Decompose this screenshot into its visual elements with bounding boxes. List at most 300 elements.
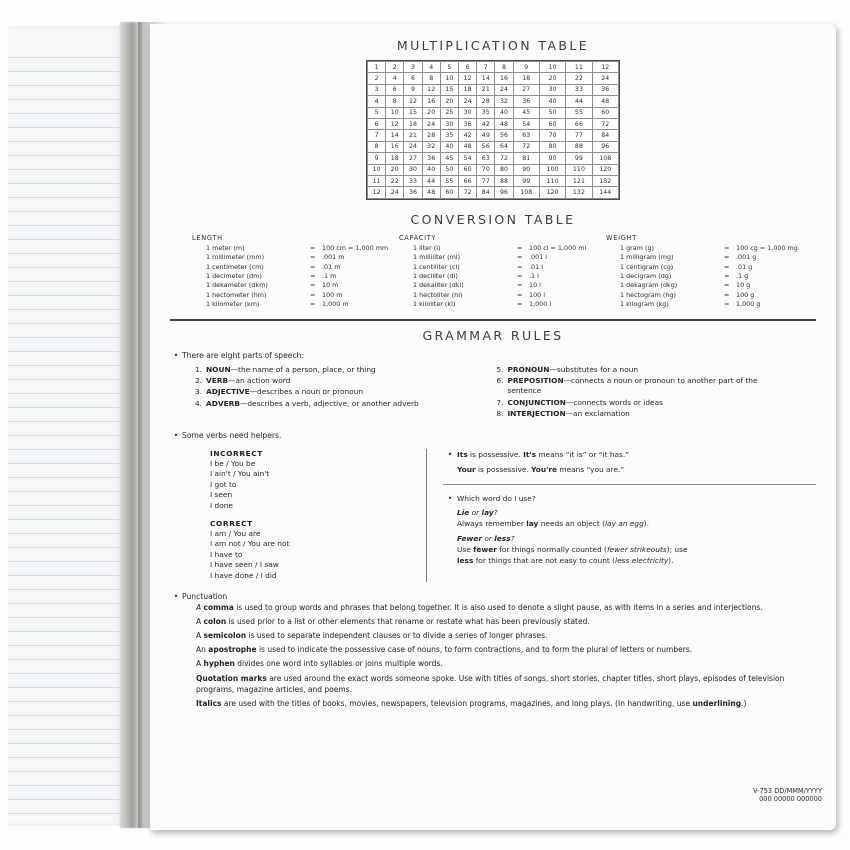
multiplication-cell: 27 — [404, 153, 422, 164]
conversion-value: .001 l — [529, 253, 548, 262]
conversion-row — [192, 244, 392, 253]
part-of-speech-item — [489, 376, 790, 397]
part-of-speech-item — [188, 387, 489, 397]
conversion-unit: 1 dekaliter (dkl) — [413, 281, 464, 290]
reference-page — [150, 24, 836, 830]
multiplication-cell: 8 — [368, 141, 386, 152]
multiplication-cell: 10 — [368, 164, 386, 175]
conversion-value: .01 l — [529, 262, 543, 271]
conversion-unit: 1 centimeter (cm) — [206, 262, 264, 271]
item-desc: —an exclamation — [565, 409, 630, 419]
multiplication-cell: 15 — [404, 107, 422, 118]
conversion-value: .001 m — [322, 253, 345, 262]
item-text — [507, 365, 790, 375]
multiplication-cell: 10 — [440, 73, 458, 84]
helper-line: I have done / I did — [210, 570, 277, 580]
multiplication-cell: 80 — [495, 164, 513, 175]
grammar-title: GRAMMAR RULES — [422, 327, 564, 343]
multiplication-cell: 48 — [422, 187, 440, 198]
multiplication-cell: 56 — [477, 141, 495, 152]
vertical-divider — [426, 449, 427, 582]
multiplication-cell: 40 — [539, 96, 565, 107]
conversion-value: 1,000 l — [529, 300, 552, 309]
multiplication-cell: 56 — [495, 130, 513, 141]
conversion-value: 1,000 m — [322, 300, 349, 309]
conversion-equals: = — [724, 262, 730, 271]
multiplication-cell: 48 — [495, 118, 513, 129]
multiplication-cell: 24 — [459, 96, 477, 107]
conversion-title: CONVERSION TABLE — [410, 211, 576, 227]
multiplication-cell: 121 — [566, 175, 592, 186]
conversion-equals: = — [310, 262, 316, 271]
conversion-unit: 1 hectoliter (hl) — [413, 290, 463, 299]
multiplication-cell: 63 — [513, 130, 539, 141]
punctuation-title: Punctuation — [182, 591, 228, 601]
multiplication-row — [368, 118, 619, 129]
multiplication-cell: 60 — [592, 107, 618, 118]
multiplication-cell: 24 — [592, 73, 618, 84]
item-text — [507, 409, 790, 419]
multiplication-cell: 30 — [440, 118, 458, 129]
conversion-value: .1 l — [529, 271, 539, 280]
conversion-equals: = — [517, 281, 523, 290]
which-word-text: Which word do I use? Lie or lay? Always remember lay needs an object (lay an egg). Fewer or less? Use fewer for things normally counted (fewer strikeouts); use less for things that are not easy to count (less electricity). — [457, 493, 816, 566]
multiplication-cell: 72 — [459, 187, 477, 198]
multiplication-cell: 30 — [459, 107, 477, 118]
multiplication-cell: 1 — [368, 62, 386, 73]
conversion-equals: = — [724, 290, 730, 299]
multiplication-cell: 3 — [404, 62, 422, 73]
multiplication-cell: 9 — [513, 62, 539, 73]
multiplication-cell: 50 — [440, 164, 458, 175]
conversion-row — [192, 263, 392, 272]
multiplication-row — [368, 107, 619, 118]
multiplication-cell: 16 — [386, 141, 404, 152]
conversion-unit: 1 millimeter (mm) — [206, 253, 265, 262]
page-footer — [753, 787, 822, 804]
conversion-row — [606, 272, 806, 281]
multiplication-row — [368, 96, 619, 107]
conversion-value: .1 m — [322, 271, 337, 280]
conversion-equals: = — [310, 300, 316, 309]
multiplication-cell: 9 — [368, 153, 386, 164]
multiplication-row — [368, 62, 619, 73]
multiplication-cell: 40 — [495, 107, 513, 118]
item-word: ADJECTIVE — [206, 387, 250, 397]
multiplication-cell: 36 — [459, 118, 477, 129]
conversion-equals: = — [724, 281, 730, 290]
conversion-unit: 1 hectometer (hm) — [206, 290, 267, 299]
punctuation-item: A hyphen divides one word into syllables or joins multiple words. — [196, 659, 443, 669]
conversion-unit: 1 meter (m) — [206, 243, 245, 252]
bullet-icon: • — [173, 591, 179, 601]
multiplication-cell: 12 — [459, 73, 477, 84]
multiplication-cell: 40 — [422, 164, 440, 175]
incorrect-list — [210, 459, 426, 512]
ruled-lines — [8, 44, 126, 816]
conversion-unit: 1 dekagram (dkg) — [620, 281, 678, 290]
multiplication-cell: 6 — [459, 62, 477, 73]
punctuation-item: A semicolon is used to separate independent clauses or to divide a series of longer phrases. — [196, 630, 548, 640]
conversion-value: .001 g — [736, 253, 757, 262]
multiplication-cell: 5 — [440, 62, 458, 73]
multiplication-cell: 22 — [566, 73, 592, 84]
conversion-row — [399, 263, 599, 272]
conversion-equals: = — [310, 290, 316, 299]
punctuation-item: A colon is used prior to a list or other elements that rename or restate what has been previously stated. — [196, 616, 590, 626]
footer-number: 000 00000 000000 — [759, 795, 822, 804]
multiplication-cell: 45 — [513, 107, 539, 118]
which-word-note — [443, 493, 816, 566]
helper-line: I am not / You are not — [210, 539, 290, 549]
conversion-row — [606, 244, 806, 253]
helper-line: I am / You are — [210, 528, 261, 538]
conversion-unit: 1 kiloliter (kl) — [413, 300, 456, 309]
bullet-icon: • — [447, 449, 453, 459]
conversion-row — [399, 272, 599, 281]
item-desc: —connects a noun or pronoun to another part of the sentence — [507, 375, 758, 396]
conversion-unit: 1 gram (g) — [620, 243, 654, 252]
multiplication-cell: 33 — [404, 175, 422, 186]
multiplication-cell: 11 — [566, 62, 592, 73]
multiplication-cell: 24 — [386, 187, 404, 198]
conversion-equals: = — [724, 253, 730, 262]
conversion-unit: 1 milligram (mg) — [620, 253, 674, 262]
conversion-unit: 1 centigram (cg) — [620, 262, 674, 271]
multiplication-cell: 8 — [422, 73, 440, 84]
multiplication-cell: 6 — [368, 118, 386, 129]
multiplication-cell: 120 — [592, 164, 618, 175]
multiplication-cell: 44 — [422, 175, 440, 186]
item-number: 4. — [194, 398, 202, 408]
multiplication-row — [368, 73, 619, 84]
item-number: 2. — [194, 375, 202, 385]
multiplication-row — [368, 175, 619, 186]
conversion-value: 10 m — [322, 281, 339, 290]
conversion-value: 100 cg = 1,000 mg — [736, 243, 798, 252]
item-word: INTERJECTION — [507, 409, 566, 419]
conversion-unit: 1 dekameter (dkm) — [206, 281, 268, 290]
multiplication-table — [367, 61, 619, 199]
multiplication-row — [368, 84, 619, 95]
conversion-equals: = — [724, 271, 730, 280]
multiplication-cell: 6 — [404, 73, 422, 84]
multiplication-cell: 42 — [459, 130, 477, 141]
multiplication-cell: 10 — [539, 62, 565, 73]
footer-code: V-753 DD/MMM/YYYY — [753, 786, 822, 795]
conversion-column-heading: CAPACITY — [399, 233, 437, 242]
item-text — [206, 387, 489, 397]
multiplication-cell: 2 — [368, 73, 386, 84]
conversion-row — [399, 253, 599, 262]
multiplication-cell: 96 — [495, 187, 513, 198]
item-word: PRONOUN — [507, 364, 550, 374]
multiplication-cell: 90 — [539, 153, 565, 164]
punctuation-item: An apostrophe is used to indicate the possessive case of nouns, to form contractions, and to form the plural of letters or numbers. — [196, 645, 693, 655]
multiplication-cell: 20 — [539, 73, 565, 84]
conversion-equals: = — [310, 243, 316, 252]
multiplication-cell: 35 — [477, 107, 495, 118]
conversion-value: 100 m — [322, 290, 343, 299]
conversion-column-heading: WEIGHT — [606, 233, 637, 242]
conversion-value: 100 l — [529, 290, 546, 299]
conversion-unit: 1 decigram (dg) — [620, 271, 672, 280]
conversion-row — [399, 291, 599, 300]
multiplication-cell: 28 — [422, 130, 440, 141]
multiplication-cell: 50 — [539, 107, 565, 118]
item-text — [507, 376, 790, 397]
multiplication-cell: 16 — [495, 73, 513, 84]
conversion-equals: = — [310, 253, 316, 262]
multiplication-cell: 63 — [477, 153, 495, 164]
conversion-column — [399, 234, 599, 310]
conversion-row — [606, 291, 806, 300]
multiplication-cell: 20 — [440, 96, 458, 107]
multiplication-cell: 110 — [566, 164, 592, 175]
helper-line: I seen — [210, 490, 233, 500]
multiplication-cell: 11 — [368, 175, 386, 186]
multiplication-cell: 64 — [495, 141, 513, 152]
conversion-row — [192, 291, 392, 300]
conversion-value: 100 g — [736, 290, 755, 299]
item-desc: —describes a noun or pronoun — [249, 387, 364, 397]
conversion-row — [606, 281, 806, 290]
item-word: ADVERB — [206, 398, 240, 408]
possessive-note — [443, 449, 816, 475]
multiplication-cell: 55 — [566, 107, 592, 118]
parts-of-speech-intro — [170, 350, 816, 361]
conversion-value: 10 g — [736, 281, 751, 290]
multiplication-cell: 14 — [477, 73, 495, 84]
multiplication-cell: 12 — [386, 118, 404, 129]
helpers-intro — [170, 430, 816, 441]
multiplication-cell: 18 — [459, 84, 477, 95]
multiplication-cell: 30 — [539, 84, 565, 95]
multiplication-cell: 88 — [495, 175, 513, 186]
multiplication-cell: 60 — [440, 187, 458, 198]
item-desc: —an action word — [228, 375, 291, 385]
multiplication-cell: 44 — [566, 96, 592, 107]
parts-of-speech-columns — [170, 365, 816, 421]
item-word: PREPOSITION — [507, 375, 564, 385]
conversion-equals: = — [517, 271, 523, 280]
multiplication-cell: 110 — [539, 175, 565, 186]
punctuation-section — [170, 591, 816, 710]
multiplication-cell: 3 — [368, 84, 386, 95]
item-number: 1. — [194, 364, 202, 374]
multiplication-cell: 25 — [440, 107, 458, 118]
item-text — [206, 376, 489, 386]
conversion-row — [399, 244, 599, 253]
multiplication-cell: 66 — [459, 175, 477, 186]
multiplication-cell: 66 — [566, 118, 592, 129]
multiplication-cell: 77 — [566, 130, 592, 141]
part-of-speech-item — [489, 409, 790, 419]
conversion-section — [170, 212, 816, 310]
part-of-speech-item — [188, 376, 489, 386]
multiplication-cell: 5 — [368, 107, 386, 118]
conversion-value: 10 l — [529, 281, 541, 290]
multiplication-cell: 45 — [440, 153, 458, 164]
bullet-icon: • — [173, 430, 179, 440]
multiplication-cell: 54 — [459, 153, 477, 164]
multiplication-cell: 24 — [495, 84, 513, 95]
usage-notes — [443, 449, 816, 582]
multiplication-cell: 18 — [386, 153, 404, 164]
multiplication-cell: 100 — [539, 164, 565, 175]
multiplication-cell: 4 — [386, 73, 404, 84]
part-of-speech-item — [489, 398, 790, 408]
multiplication-cell: 7 — [477, 62, 495, 73]
punctuation-item: A comma is used to group words and phrases that belong together. It is also used to denote a slight pause, as with items in a series and interjections. — [196, 602, 763, 612]
multiplication-cell: 90 — [513, 164, 539, 175]
multiplication-cell: 7 — [368, 130, 386, 141]
item-desc: —connects words or ideas — [565, 397, 663, 407]
item-number: 8. — [496, 409, 504, 419]
item-word: VERB — [206, 375, 229, 385]
multiplication-cell: 48 — [592, 96, 618, 107]
punctuation-item: Quotation marks are used around the exact words someone spoke. Use with titles of songs, short stories, chapter titles, short plays, episodes of television programs, magazine articles, and poems. — [196, 673, 785, 694]
conversion-row — [606, 300, 806, 309]
multiplication-cell: 4 — [368, 96, 386, 107]
item-word: NOUN — [206, 364, 231, 374]
conversion-row — [192, 300, 392, 309]
helpers-lists — [170, 449, 426, 582]
multiplication-cell: 99 — [566, 153, 592, 164]
multiplication-row — [368, 153, 619, 164]
multiplication-cell: 70 — [539, 130, 565, 141]
multiplication-cell: 18 — [404, 118, 422, 129]
item-number: 5. — [496, 364, 504, 374]
multiplication-cell: 84 — [592, 130, 618, 141]
conversion-row — [606, 253, 806, 262]
parts-intro-text: There are eight parts of speech: — [182, 350, 305, 360]
incorrect-heading: INCORRECT — [210, 448, 263, 458]
multiplication-cell: 60 — [539, 118, 565, 129]
multiplication-cell: 12 — [592, 62, 618, 73]
multiplication-cell: 108 — [592, 153, 618, 164]
item-word: CONJUNCTION — [507, 397, 566, 407]
multiplication-cell: 84 — [477, 187, 495, 198]
correct-heading: CORRECT — [210, 518, 253, 528]
multiplication-cell: 132 — [566, 187, 592, 198]
multiplication-cell: 24 — [422, 118, 440, 129]
multiplication-cell: 12 — [404, 96, 422, 107]
part-of-speech-item — [489, 365, 790, 375]
multiplication-cell: 32 — [495, 96, 513, 107]
conversion-unit: 1 centiliter (cl) — [413, 262, 460, 271]
conversion-value: .01 g — [736, 262, 753, 271]
bullet-icon: • — [173, 350, 179, 360]
conversion-value: .01 m — [322, 262, 341, 271]
helper-line: I be / You be — [210, 458, 256, 468]
item-text — [206, 365, 489, 375]
item-number: 3. — [194, 387, 202, 397]
multiplication-cell: 36 — [404, 187, 422, 198]
conversion-equals: = — [517, 262, 523, 271]
multiplication-cell: 72 — [592, 118, 618, 129]
multiplication-cell: 35 — [440, 130, 458, 141]
multiplication-cell: 14 — [386, 130, 404, 141]
conversion-unit: 1 decimeter (dm) — [206, 271, 262, 280]
conversion-value: 100 cm = 1,000 mm — [322, 243, 389, 252]
multiplication-cell: 49 — [477, 130, 495, 141]
conversion-row — [192, 281, 392, 290]
multiplication-cell: 108 — [513, 187, 539, 198]
usage-divider — [443, 484, 816, 485]
conversion-columns — [170, 234, 816, 310]
multiplication-row — [368, 141, 619, 152]
multiplication-cell: 21 — [477, 84, 495, 95]
multiplication-cell: 33 — [566, 84, 592, 95]
multiplication-cell: 12 — [422, 84, 440, 95]
conversion-column — [192, 234, 392, 310]
multiplication-cell: 36 — [513, 96, 539, 107]
left-ruled-page — [8, 26, 126, 826]
which-word-question: Which word do I use? — [457, 493, 536, 503]
conversion-unit: 1 deciliter (dl) — [413, 271, 458, 280]
conversion-equals: = — [517, 300, 523, 309]
multiplication-cell: 15 — [440, 84, 458, 95]
parts-of-speech-right — [489, 365, 790, 421]
item-desc: —describes a verb, adjective, or another adverb — [239, 398, 419, 408]
multiplication-cell: 81 — [513, 153, 539, 164]
multiplication-cell: 28 — [477, 96, 495, 107]
item-desc: —the name of a person, place, or thing — [230, 364, 376, 374]
bullet-icon: • — [447, 493, 453, 503]
item-text — [507, 398, 790, 408]
multiplication-cell: 40 — [440, 141, 458, 152]
multiplication-cell: 80 — [539, 141, 565, 152]
punctuation-item: Italics are used with the titles of books, movies, newspapers, television programs, magazines, and long plays. (In handwriting, use underlining.) — [196, 698, 747, 708]
conversion-unit: 1 kilometer (km) — [206, 300, 260, 309]
conversion-equals: = — [517, 253, 523, 262]
helper-line: I have to — [210, 549, 243, 559]
conversion-column-heading: LENGTH — [192, 233, 223, 242]
part-of-speech-item — [188, 399, 489, 409]
multiplication-cell: 24 — [404, 141, 422, 152]
multiplication-cell: 60 — [459, 164, 477, 175]
possessive-text: Its is possessive. It's means “it is” or “it has.” Your is possessive. You're means “you are.” — [457, 449, 630, 474]
item-text — [206, 399, 489, 409]
conversion-equals: = — [310, 281, 316, 290]
multiplication-cell: 18 — [513, 73, 539, 84]
multiplication-cell: 144 — [592, 187, 618, 198]
conversion-value: 100 cl = 1,000 ml — [529, 243, 587, 252]
conversion-unit: 1 hectogram (hg) — [620, 290, 676, 299]
multiplication-cell: 48 — [459, 141, 477, 152]
multiplication-title: MULTIPLICATION TABLE — [396, 38, 590, 53]
conversion-value: .1 g — [736, 271, 749, 280]
conversion-row — [192, 253, 392, 262]
multiplication-row — [368, 187, 619, 198]
multiplication-cell: 36 — [592, 84, 618, 95]
conversion-equals: = — [310, 271, 316, 280]
multiplication-cell: 20 — [422, 107, 440, 118]
helpers-intro-text: Some verbs need helpers. — [182, 430, 282, 440]
conversion-row — [399, 281, 599, 290]
conversion-row — [399, 300, 599, 309]
conversion-column — [606, 234, 806, 310]
conversion-equals: = — [517, 290, 523, 299]
multiplication-cell: 120 — [539, 187, 565, 198]
multiplication-cell: 55 — [440, 175, 458, 186]
multiplication-cell: 72 — [513, 141, 539, 152]
page-content — [170, 38, 816, 818]
parts-of-speech-left — [188, 365, 489, 421]
conversion-unit: 1 liter (l) — [413, 243, 441, 252]
multiplication-cell: 8 — [386, 96, 404, 107]
